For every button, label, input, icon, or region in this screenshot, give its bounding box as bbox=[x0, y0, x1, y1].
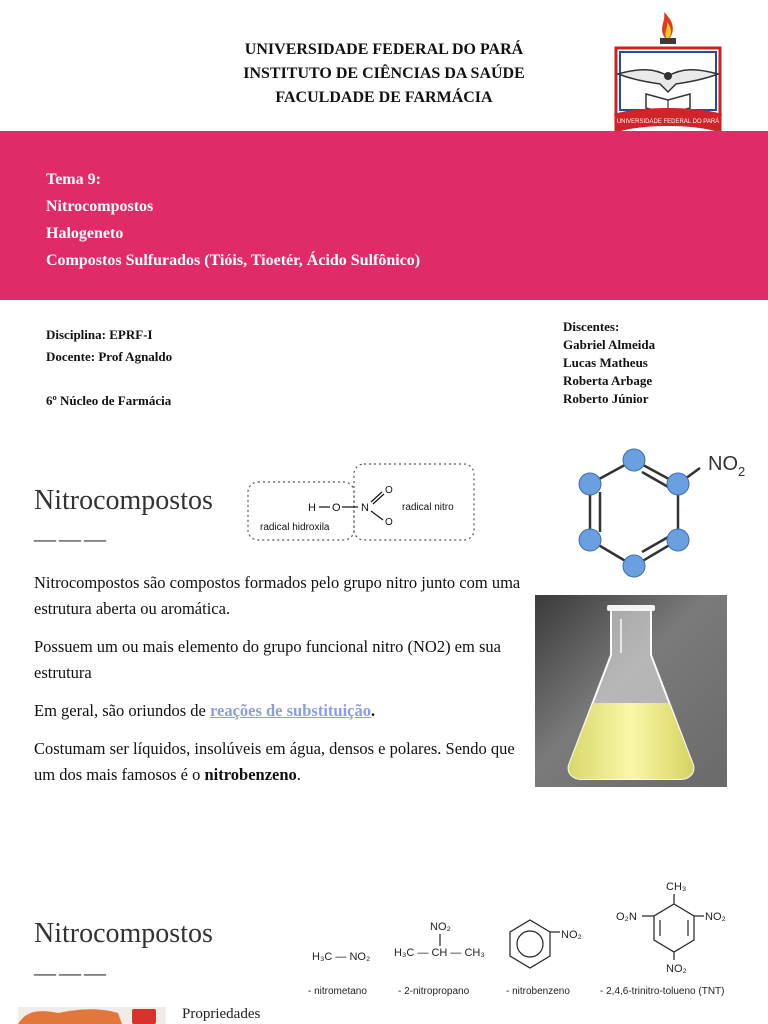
institution-header bbox=[224, 38, 544, 110]
topic-line: Nitrocompostos bbox=[46, 198, 154, 215]
header-line-faculty: FACULDADE DE FARMÁCIA bbox=[275, 89, 493, 106]
section-title: Nitrocompostos bbox=[34, 485, 213, 516]
label-hydroxyl-radical: radical hidroxila bbox=[260, 522, 330, 533]
header-line-institute: INSTITUTO DE CIÊNCIAS DA SAÚDE bbox=[243, 65, 525, 82]
topic-line: Halogeneto bbox=[46, 225, 124, 242]
student-name: Roberta Arbage bbox=[563, 373, 653, 388]
properties-subtitle: Propriedades bbox=[182, 1006, 261, 1022]
origin-text: Em geral, são oriundos de bbox=[34, 701, 210, 720]
paragraph-properties bbox=[34, 736, 524, 788]
student-name: Lucas Matheus bbox=[563, 355, 648, 370]
atom-h: H bbox=[308, 502, 316, 514]
substitution-reactions-link[interactable]: reações de substituição bbox=[209, 701, 371, 720]
label-nitro-radical: radical nitro bbox=[402, 502, 454, 513]
nitropropane-caption: - 2-nitropropano bbox=[398, 986, 470, 997]
course-info bbox=[46, 324, 172, 412]
student-name: Roberto Júnior bbox=[563, 391, 649, 406]
title-underline-dashes: ——— bbox=[34, 960, 109, 985]
tnt-caption: - 2,4,6-trinitro-tolueno (TNT) bbox=[600, 986, 725, 997]
section-title: Nitrocompostos bbox=[34, 918, 213, 949]
flask-photo bbox=[535, 595, 727, 787]
atom-o-bottom: O bbox=[385, 517, 393, 528]
students-list bbox=[563, 318, 655, 408]
nitropropane-formula: H₃C — CH — CH₃ bbox=[394, 947, 485, 959]
students-heading: Discentes: bbox=[563, 319, 620, 334]
discipline-label: Disciplina: EPRF-I bbox=[46, 327, 153, 342]
paragraph-definition: Nitrocompostos são compostos formados pelo grupo nitro junto com uma estrutura aberta ou aromática. bbox=[34, 573, 521, 618]
nitro-group-label: $NO_2$ bbox=[708, 453, 746, 479]
atom-o: O bbox=[332, 502, 341, 514]
properties-text: Costumam ser líquidos, insolúveis em água, densos e polares. Sendo que um dos mais famosos é o bbox=[34, 739, 515, 784]
header-line-university: UNIVERSIDADE FEDERAL DO PARÁ bbox=[244, 41, 524, 58]
topic-banner-text bbox=[46, 166, 420, 274]
atom-o-top: O bbox=[385, 485, 393, 496]
seal-ribbon-text: UNIVERSIDADE FEDERAL DO PARÁ bbox=[616, 119, 720, 125]
tnt-right-no2: NO₂ bbox=[705, 911, 726, 923]
teacher-label: Docente: Prof Agnaldo bbox=[46, 349, 173, 364]
section-body bbox=[34, 570, 524, 788]
topic-line: Compostos Sulfurados (Tióis, Tioetér, Ácido Sulfônico) bbox=[46, 252, 421, 269]
topic-line: Tema 9: bbox=[46, 171, 101, 188]
nitrobenzene-bold: nitrobenzeno bbox=[204, 765, 297, 784]
paragraph-origin bbox=[34, 698, 524, 724]
nitrobenzene-caption: - nitrobenzeno bbox=[506, 986, 570, 997]
title-underline-dashes: ——— bbox=[34, 526, 109, 551]
nitrobenzene-group: NO₂ bbox=[561, 929, 582, 941]
tnt-ch3: CH₃ bbox=[666, 881, 687, 893]
period: . bbox=[371, 701, 376, 720]
nitropropane-no2: NO₂ bbox=[430, 921, 451, 933]
tnt-bottom-no2: NO₂ bbox=[666, 963, 687, 975]
nitrobenzene-model-icon bbox=[566, 444, 756, 578]
paragraph-nitro-group: Possuem um ou mais elemento do grupo funcional nitro (NO2) em sua estrutura bbox=[34, 637, 501, 682]
properties-photo bbox=[18, 1007, 166, 1024]
atom-n: N bbox=[361, 502, 369, 514]
nitromethane-formula: H₃C — NO₂ bbox=[312, 951, 371, 963]
student-name: Gabriel Almeida bbox=[563, 337, 656, 352]
nitro-group-diagram bbox=[246, 462, 478, 544]
nitro-compounds-examples bbox=[300, 876, 760, 1000]
tnt-left-no2: O₂N bbox=[616, 911, 637, 923]
nitromethane-caption: - nitrometano bbox=[308, 986, 367, 997]
nucleus-label: 6º Núcleo de Farmácia bbox=[46, 393, 172, 408]
period: . bbox=[296, 765, 301, 784]
